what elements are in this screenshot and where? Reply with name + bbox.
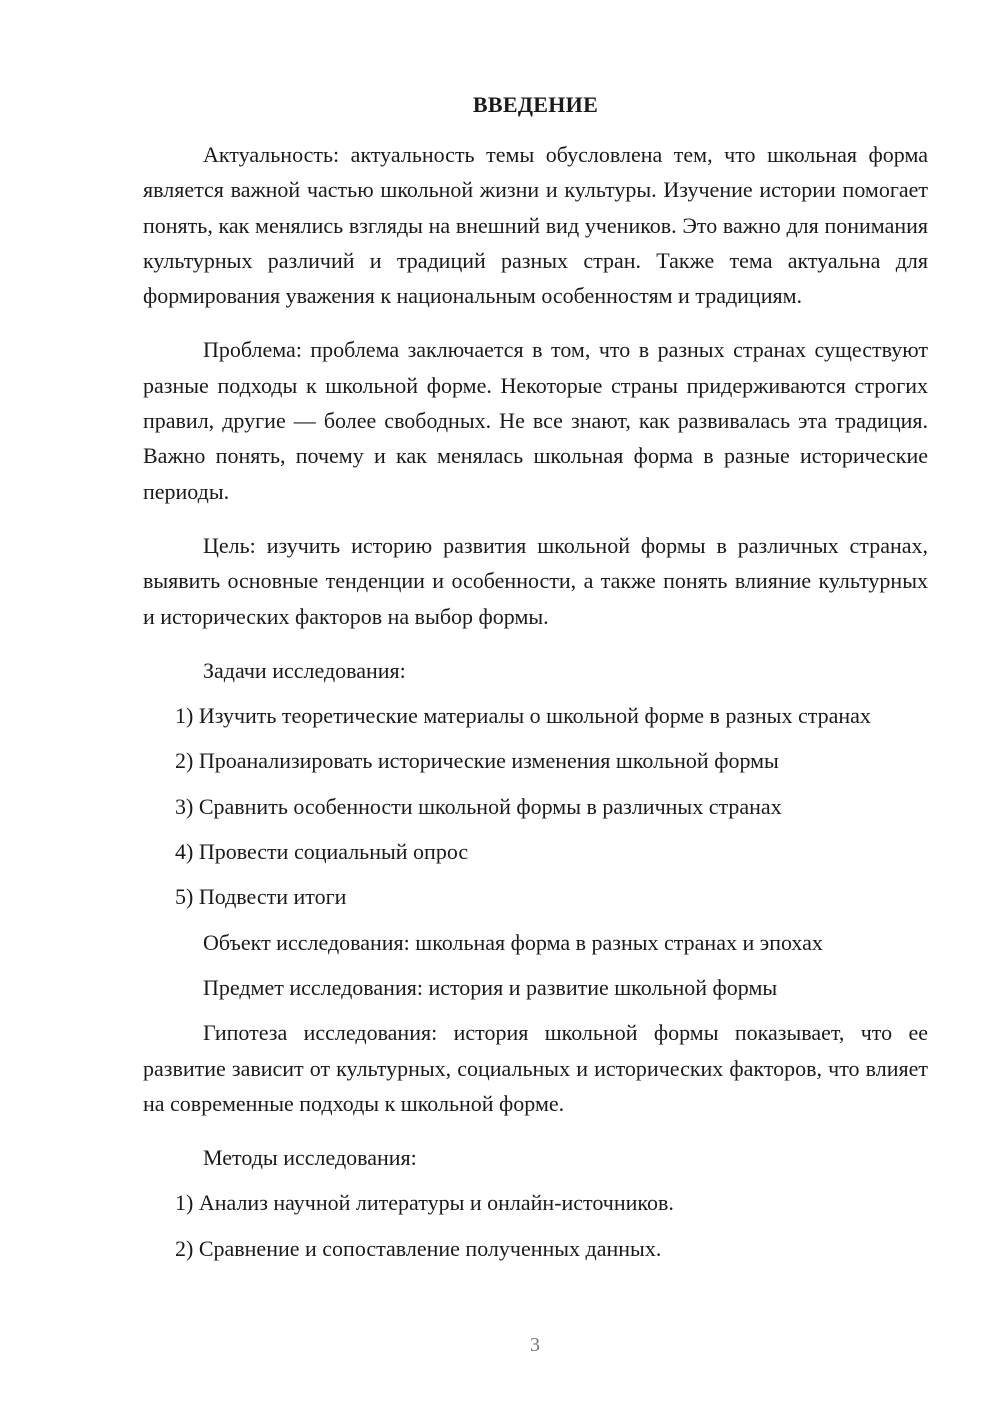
methods-heading: Методы исследования: bbox=[203, 1145, 417, 1171]
task-item-3: 3) Сравнить особенности школьной формы в различных странах bbox=[175, 793, 782, 819]
document-page bbox=[143, 92, 928, 1276]
task-item-1: 1) Изучить теоретические материалы о школьной форме в разных странах bbox=[175, 703, 871, 729]
problem-paragraph: Проблема: проблема заключается в том, что в разных странах существуют разные подходы к школьной форме. Некоторые страны придерживаются строгих правил, другие — более свободных. Не все знают, как развивалась эта традиция. Важно понять, почему и как менялась школьная форма в разные исторические периоды. bbox=[143, 337, 928, 504]
section-heading: ВВЕДЕНИЕ bbox=[472, 92, 599, 117]
goal-paragraph: Цель: изучить историю развития школьной формы в различных странах, выявить основные тенденции и особенности, а также понять влияние культурных и исторических факторов на выбор формы. bbox=[143, 532, 928, 629]
research-subject: Предмет исследования: история и развитие школьной формы bbox=[203, 974, 778, 1000]
method-item-2: 2) Сравнение и сопоставление полученных данных. bbox=[175, 1235, 662, 1261]
task-item-5: 5) Подвести итоги bbox=[175, 884, 347, 910]
page-number: 3 bbox=[530, 1334, 540, 1356]
method-item-1: 1) Анализ научной литературы и онлайн-источников. bbox=[175, 1190, 674, 1216]
task-item-2: 2) Проанализировать исторические изменения школьной формы bbox=[175, 748, 779, 774]
research-object: Объект исследования: школьная форма в разных странах и эпохах bbox=[203, 929, 823, 955]
task-item-4: 4) Провести социальный опрос bbox=[175, 839, 469, 865]
tasks-heading: Задачи исследования: bbox=[203, 657, 406, 683]
relevance-paragraph: Актуальность: актуальность темы обусловлена тем, что школьная форма является важной частью школьной жизни и культуры. Изучение истории помогает понять, как менялись взгляды на внешний вид учеников. Это важно для понимания культурных различий и традиций разных стран. Также тема актуальна для формирования уважения к национальным особенностям и традициям. bbox=[143, 142, 928, 309]
hypothesis-paragraph: Гипотеза исследования: история школьной формы показывает, что ее развитие зависит от культурных, социальных и исторических факторов, что влияет на современные подходы к школьной форме. bbox=[143, 1020, 928, 1116]
